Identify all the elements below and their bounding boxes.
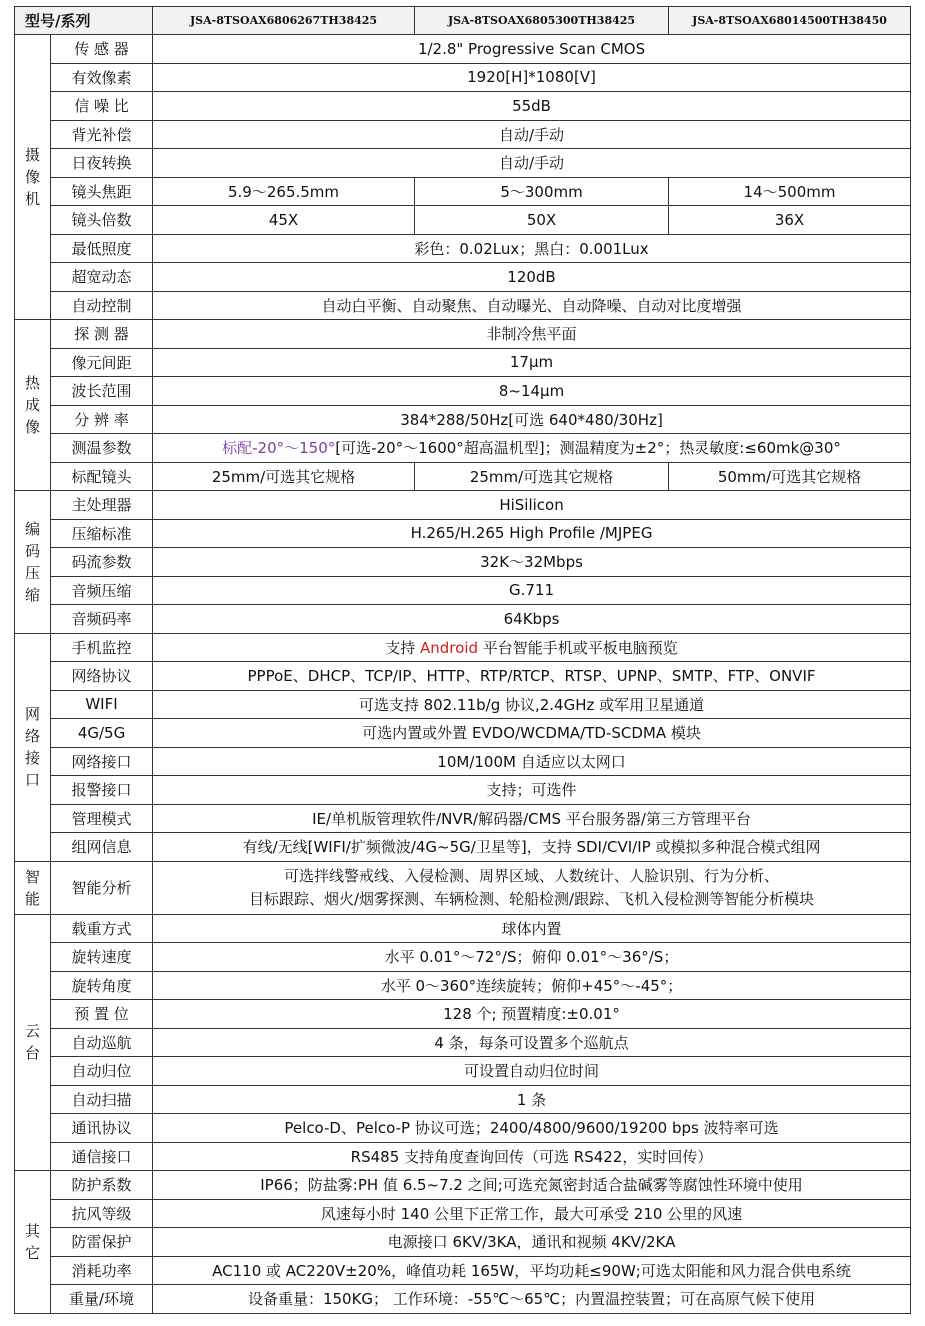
table-row	[15, 914, 911, 943]
table-row	[15, 1285, 911, 1314]
row-label: 旋转速度	[51, 943, 153, 972]
table-row	[15, 405, 911, 434]
table-row	[15, 149, 911, 178]
table-row	[15, 320, 911, 349]
row-value: 自动白平衡、自动聚焦、自动曝光、自动降噪、自动对比度增强	[153, 291, 911, 320]
table-row	[15, 519, 911, 548]
row-label: 报警接口	[51, 776, 153, 805]
table-row	[15, 1000, 911, 1029]
row-value: 8~14μm	[153, 377, 911, 406]
header-row	[15, 7, 911, 35]
row-value: 1 条	[153, 1085, 911, 1114]
row-label: 最低照度	[51, 234, 153, 263]
model-1: JSA-8TSOAX6806267TH38425	[153, 7, 415, 35]
row-value: HiSilicon	[153, 491, 911, 520]
row-value	[153, 434, 911, 463]
model-2: JSA-8TSOAX6805300TH38425	[415, 7, 669, 35]
row-value: 32K～32Mbps	[153, 548, 911, 577]
row-value: 10M/100M 自适应以太网口	[153, 747, 911, 776]
table-row	[15, 1085, 911, 1114]
table-row	[15, 943, 911, 972]
row-label: 波长范围	[51, 377, 153, 406]
row-label: 码流参数	[51, 548, 153, 577]
row-value: 4 条，每条可设置多个巡航点	[153, 1028, 911, 1057]
table-row	[15, 662, 911, 691]
row-value: AC110 或 AC220V±20%，峰值功耗 165W，平均功耗≤90W;可选太阳能和风力混合供电系统	[153, 1256, 911, 1285]
row-value: 风速每小时 140 公里下正常工作，最大可承受 210 公里的风速	[153, 1199, 911, 1228]
row-label: 传 感 器	[51, 35, 153, 64]
row-value: 128 个; 预置精度:±0.01°	[153, 1000, 911, 1029]
row-value: 球体内置	[153, 914, 911, 943]
row-label: 手机监控	[51, 633, 153, 662]
row-label: 管理模式	[51, 804, 153, 833]
row-label: 抗风等级	[51, 1199, 153, 1228]
table-row	[15, 719, 911, 748]
row-value: 25mm/可选其它规格	[153, 462, 415, 491]
category-ptz: 云 台	[15, 914, 51, 1171]
row-label: 重量/环境	[51, 1285, 153, 1314]
table-row	[15, 776, 911, 805]
row-label: 主处理器	[51, 491, 153, 520]
table-row	[15, 234, 911, 263]
table-row	[15, 861, 911, 914]
row-label: 标配镜头	[51, 462, 153, 491]
row-label: 防雷保护	[51, 1228, 153, 1257]
table-row	[15, 377, 911, 406]
row-label: 音频码率	[51, 605, 153, 634]
table-row	[15, 1171, 911, 1200]
table-row	[15, 747, 911, 776]
row-value: 可选内置或外置 EVDO/WCDMA/TD-SCDMA 模块	[153, 719, 911, 748]
row-value: 可选支持 802.11b/g 协议,2.4GHz 或军用卫星通道	[153, 690, 911, 719]
table-row	[15, 833, 911, 862]
row-value: 设备重量：150KG； 工作环境：-55℃～65℃；内置温控装置；可在高原气候下使用	[153, 1285, 911, 1314]
row-label: 通讯协议	[51, 1114, 153, 1143]
row-value: 1920[H]*1080[V]	[153, 63, 911, 92]
highlight-range: 标配-20°～150°	[222, 439, 336, 458]
table-row	[15, 63, 911, 92]
table-row	[15, 1256, 911, 1285]
row-value: 5.9～265.5mm	[153, 177, 415, 206]
table-row	[15, 1057, 911, 1086]
row-label: 组网信息	[51, 833, 153, 862]
row-value: 有线/无线[WIFI/扩频微波/4G~5G/卫星等]，支持 SDI/CVI/IP 或模拟多种混合模式组网	[153, 833, 911, 862]
row-label: 有效像素	[51, 63, 153, 92]
table-row	[15, 690, 911, 719]
table-row	[15, 605, 911, 634]
row-label: 镜头焦距	[51, 177, 153, 206]
table-row	[15, 548, 911, 577]
row-label: 分 辨 率	[51, 405, 153, 434]
row-value: 14～500mm	[669, 177, 911, 206]
row-label: 自动控制	[51, 291, 153, 320]
category-other: 其 它	[15, 1171, 51, 1314]
row-value: 1/2.8" Progressive Scan CMOS	[153, 35, 911, 64]
row-value: 支持；可选件	[153, 776, 911, 805]
row-value: RS485 支持角度查询回传（可选 RS422，实时回传）	[153, 1142, 911, 1171]
row-label: 自动归位	[51, 1057, 153, 1086]
row-value: 可选拌线警戒线、入侵检测、周界区域、人数统计、人脸识别、行为分析、 目标跟踪、烟火/烟雾探测、车辆检测、轮船检测/跟踪、飞机入侵检测等智能分析模块	[153, 861, 911, 914]
spec-table	[14, 6, 911, 1314]
row-label: 自动巡航	[51, 1028, 153, 1057]
row-value: Pelco-D、Pelco-P 协议可选；2400/4800/9600/19200 bps 波特率可选	[153, 1114, 911, 1143]
table-row	[15, 434, 911, 463]
row-label: 旋转角度	[51, 971, 153, 1000]
model-3: JSA-8TSOAX68014500TH38450	[669, 7, 911, 35]
row-label: 超宽动态	[51, 263, 153, 292]
table-row	[15, 804, 911, 833]
row-value: 120dB	[153, 263, 911, 292]
table-row	[15, 120, 911, 149]
row-label: 通信接口	[51, 1142, 153, 1171]
row-label: 自动扫描	[51, 1085, 153, 1114]
model-series-label: 型号/系列	[15, 7, 153, 35]
row-label: 日夜转换	[51, 149, 153, 178]
row-value: 36X	[669, 206, 911, 235]
row-value: 支持 Android 平台智能手机或平板电脑预览	[153, 633, 911, 662]
row-value: 自动/手动	[153, 149, 911, 178]
table-row	[15, 1142, 911, 1171]
table-row	[15, 1114, 911, 1143]
table-row	[15, 92, 911, 121]
table-row	[15, 348, 911, 377]
table-row	[15, 1199, 911, 1228]
row-label: 消耗功率	[51, 1256, 153, 1285]
row-value: 384*288/50Hz[可选 640*480/30Hz]	[153, 405, 911, 434]
table-row	[15, 462, 911, 491]
category-encoding: 编 码 压 缩	[15, 491, 51, 634]
row-label: 网络接口	[51, 747, 153, 776]
row-label: 智能分析	[51, 861, 153, 914]
row-value: G.711	[153, 576, 911, 605]
row-label: 背光补偿	[51, 120, 153, 149]
row-label: 镜头倍数	[51, 206, 153, 235]
table-row	[15, 576, 911, 605]
row-value: 自动/手动	[153, 120, 911, 149]
row-value: 64Kbps	[153, 605, 911, 634]
table-row	[15, 971, 911, 1000]
row-value: 水平 0.01°～72°/S；俯仰 0.01°～36°/S；	[153, 943, 911, 972]
row-value: 45X	[153, 206, 415, 235]
row-label: 压缩标准	[51, 519, 153, 548]
table-row	[15, 1228, 911, 1257]
row-value: PPPoE、DHCP、TCP/IP、HTTP、RTP/RTCP、RTSP、UPNP、SMTP、FTP、ONVIF	[153, 662, 911, 691]
row-label: 网络协议	[51, 662, 153, 691]
android-highlight: Android	[420, 638, 479, 657]
row-value: 可设置自动归位时间	[153, 1057, 911, 1086]
table-row	[15, 35, 911, 64]
row-label: 测温参数	[51, 434, 153, 463]
row-value: 5～300mm	[415, 177, 669, 206]
table-row	[15, 633, 911, 662]
category-network: 网 络 接 口	[15, 633, 51, 861]
table-row	[15, 177, 911, 206]
table-row	[15, 291, 911, 320]
temp-detail: [可选-20°～1600°超高温机型]；测温精度为±2°；热灵敏度:≤60mk@30°	[335, 439, 841, 458]
row-value: 50mm/可选其它规格	[669, 462, 911, 491]
row-label: 4G/5G	[51, 719, 153, 748]
table-row	[15, 263, 911, 292]
row-label: 信 噪 比	[51, 92, 153, 121]
row-label: 音频压缩	[51, 576, 153, 605]
row-value: 水平 0～360°连续旋转；俯仰+45°～-45°；	[153, 971, 911, 1000]
row-label: 防护系数	[51, 1171, 153, 1200]
row-value: IP66；防盐雾:PH 值 6.5~7.2 之间;可选充氮密封适合盐碱雾等腐蚀性环境中使用	[153, 1171, 911, 1200]
row-label: 像元间距	[51, 348, 153, 377]
row-value: 55dB	[153, 92, 911, 121]
table-row	[15, 491, 911, 520]
row-label: 探 测 器	[51, 320, 153, 349]
table-row	[15, 206, 911, 235]
row-value: 25mm/可选其它规格	[415, 462, 669, 491]
row-value: 彩色：0.02Lux；黑白：0.001Lux	[153, 234, 911, 263]
table-row	[15, 1028, 911, 1057]
category-thermal: 热 成 像	[15, 320, 51, 491]
category-smart: 智 能	[15, 861, 51, 914]
category-camera: 摄 像 机	[15, 35, 51, 320]
row-value: IE/单机版管理软件/NVR/解码器/CMS 平台服务器/第三方管理平台	[153, 804, 911, 833]
row-value: 50X	[415, 206, 669, 235]
row-value: 非制冷焦平面	[153, 320, 911, 349]
row-value: 17μm	[153, 348, 911, 377]
row-label: 载重方式	[51, 914, 153, 943]
row-label: 预 置 位	[51, 1000, 153, 1029]
row-value: 电源接口 6KV/3KA，通讯和视频 4KV/2KA	[153, 1228, 911, 1257]
row-value: H.265/H.265 High Profile /MJPEG	[153, 519, 911, 548]
row-label: WIFI	[51, 690, 153, 719]
